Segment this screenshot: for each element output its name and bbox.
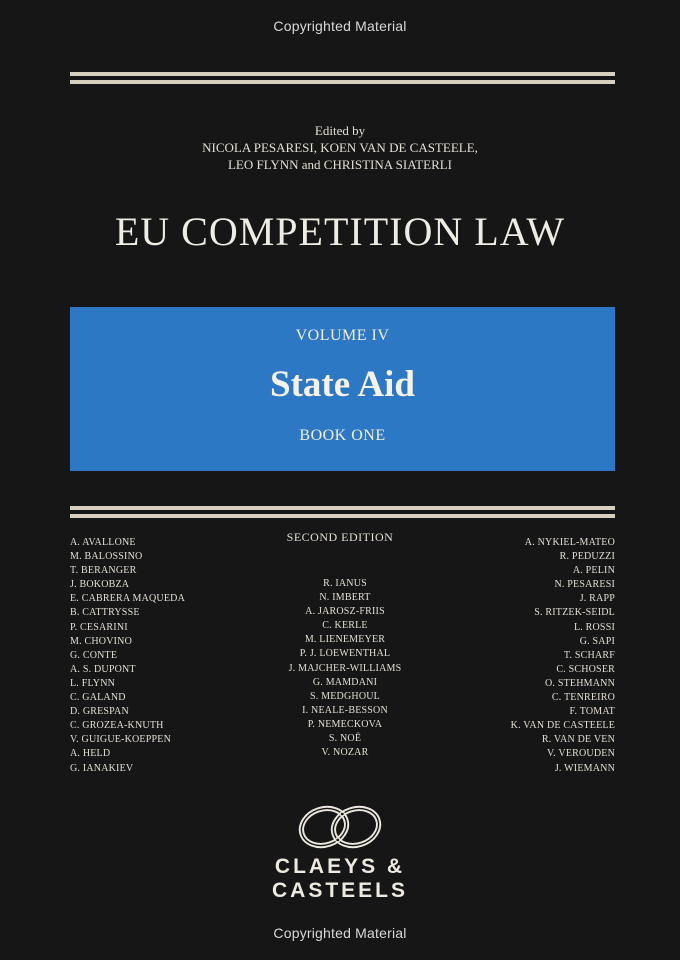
contributor-name: C. GROZEA-KNUTH (70, 720, 164, 732)
book-label: BOOK ONE (299, 427, 386, 444)
editors-label: Edited by (314, 123, 366, 138)
contributor-name: C. TENREIRO (551, 692, 615, 704)
contributor-name: A. AVALLONE (70, 537, 136, 548)
contributor-name: S. NOË (328, 733, 362, 745)
contributor-name: A. S. DUPONT (70, 663, 136, 675)
contributor-name: J. RAPP (579, 593, 615, 605)
volume-panel (70, 307, 615, 471)
contributor-name: P. NEMECKOVA (307, 718, 383, 730)
contributor-name: L. FLYNN (70, 677, 116, 689)
contributor-name: C. GALAND (70, 692, 126, 704)
contributor-name: V. GUIGUE-KOEPPEN (70, 734, 171, 746)
editors-block (0, 122, 680, 173)
contributor-name: G. CONTE (70, 649, 118, 661)
contributor-name: B. CATTRYSSE (70, 607, 140, 619)
contributors-right (435, 536, 615, 776)
contributor-name: O. STEHMANN (545, 677, 615, 689)
book-title: EU COMPETITION LAW (114, 209, 566, 254)
top-rule-1 (70, 72, 615, 76)
contributor-name: J. BOKOBZA (70, 579, 130, 591)
contributor-name: A. JAROSZ-FRIIS (305, 606, 385, 618)
watermark-top: Copyrighted Material (273, 18, 407, 34)
top-rule-2 (70, 80, 615, 84)
subject-title: State Aid (270, 364, 415, 405)
contributor-name: N. PESARESI (554, 579, 615, 591)
publisher-line-2: CASTEELS (271, 879, 408, 902)
publisher-line-1: CLAEYS & (274, 855, 406, 878)
contributor-name: A. NYKIEL-MATEO (524, 537, 615, 548)
contributor-name: G. MAMDANI (312, 676, 378, 688)
contributor-name: G. SAPI (579, 635, 615, 647)
edition-label: SECOND EDITION (286, 530, 394, 544)
contributor-name: S. MEDGHOUL (310, 690, 380, 702)
volume-label: VOLUME IV (295, 327, 390, 344)
contributor-name: V. NOZAR (321, 747, 369, 759)
contributor-name: R. IANUS (323, 578, 367, 589)
contributor-name: D. GRESPAN (70, 706, 129, 718)
mid-rule-2 (70, 514, 615, 518)
contributor-name: F. TOMAT (569, 706, 615, 718)
contributor-name: V. VEROUDEN (547, 748, 615, 760)
contributor-name: T. SCHARF (563, 649, 615, 661)
contributor-name: P. CESARINI (70, 621, 128, 633)
contributor-name: K. VAN DE CASTEELE (510, 720, 615, 732)
contributor-name: S. RITZEK-SEIDL (534, 607, 615, 619)
contributor-name: M. BALOSSINO (70, 551, 143, 563)
contributor-name: A. HELD (70, 748, 111, 760)
watermark-bottom: Copyrighted Material (273, 925, 407, 941)
contributor-name: P. J. LOEWENTHAL (299, 648, 391, 660)
contributors-left (70, 536, 250, 776)
contributor-name: C. SCHOSER (556, 663, 615, 675)
contributor-name: A. PELIN (572, 565, 615, 577)
contributor-name: E. CABRERA MAQUEDA (70, 593, 185, 605)
contributor-name: N. IMBERT (319, 592, 371, 604)
contributor-name: J. MAJCHER-WILLIAMS (288, 662, 402, 674)
contributor-name: J. WIEMANN (554, 762, 615, 774)
contributors-middle (250, 577, 440, 760)
interlocked-rings-logo-icon (0, 800, 680, 854)
contributor-name: M. LIENEMEYER (304, 634, 386, 646)
editors-line-2: LEO FLYNN and CHRISTINA SIATERLI (227, 157, 453, 172)
contributor-name: I. NEALE-BESSON (302, 704, 388, 716)
contributor-name: R. VAN DE VEN (541, 734, 615, 746)
contributor-name: R. PEDUZZI (559, 551, 615, 563)
contributor-name: G. IANAKIEV (70, 762, 134, 774)
mid-rule-1 (70, 506, 615, 510)
contributor-name: T. BERANGER (70, 565, 137, 577)
contributor-name: M. CHOVINO (70, 635, 132, 647)
editors-line-1: NICOLA PESARESI, KOEN VAN DE CASTEELE, (202, 140, 478, 155)
publisher-name (0, 855, 680, 903)
contributor-name: C. KERLE (322, 620, 368, 632)
contributor-name: L. ROSSI (573, 621, 615, 633)
